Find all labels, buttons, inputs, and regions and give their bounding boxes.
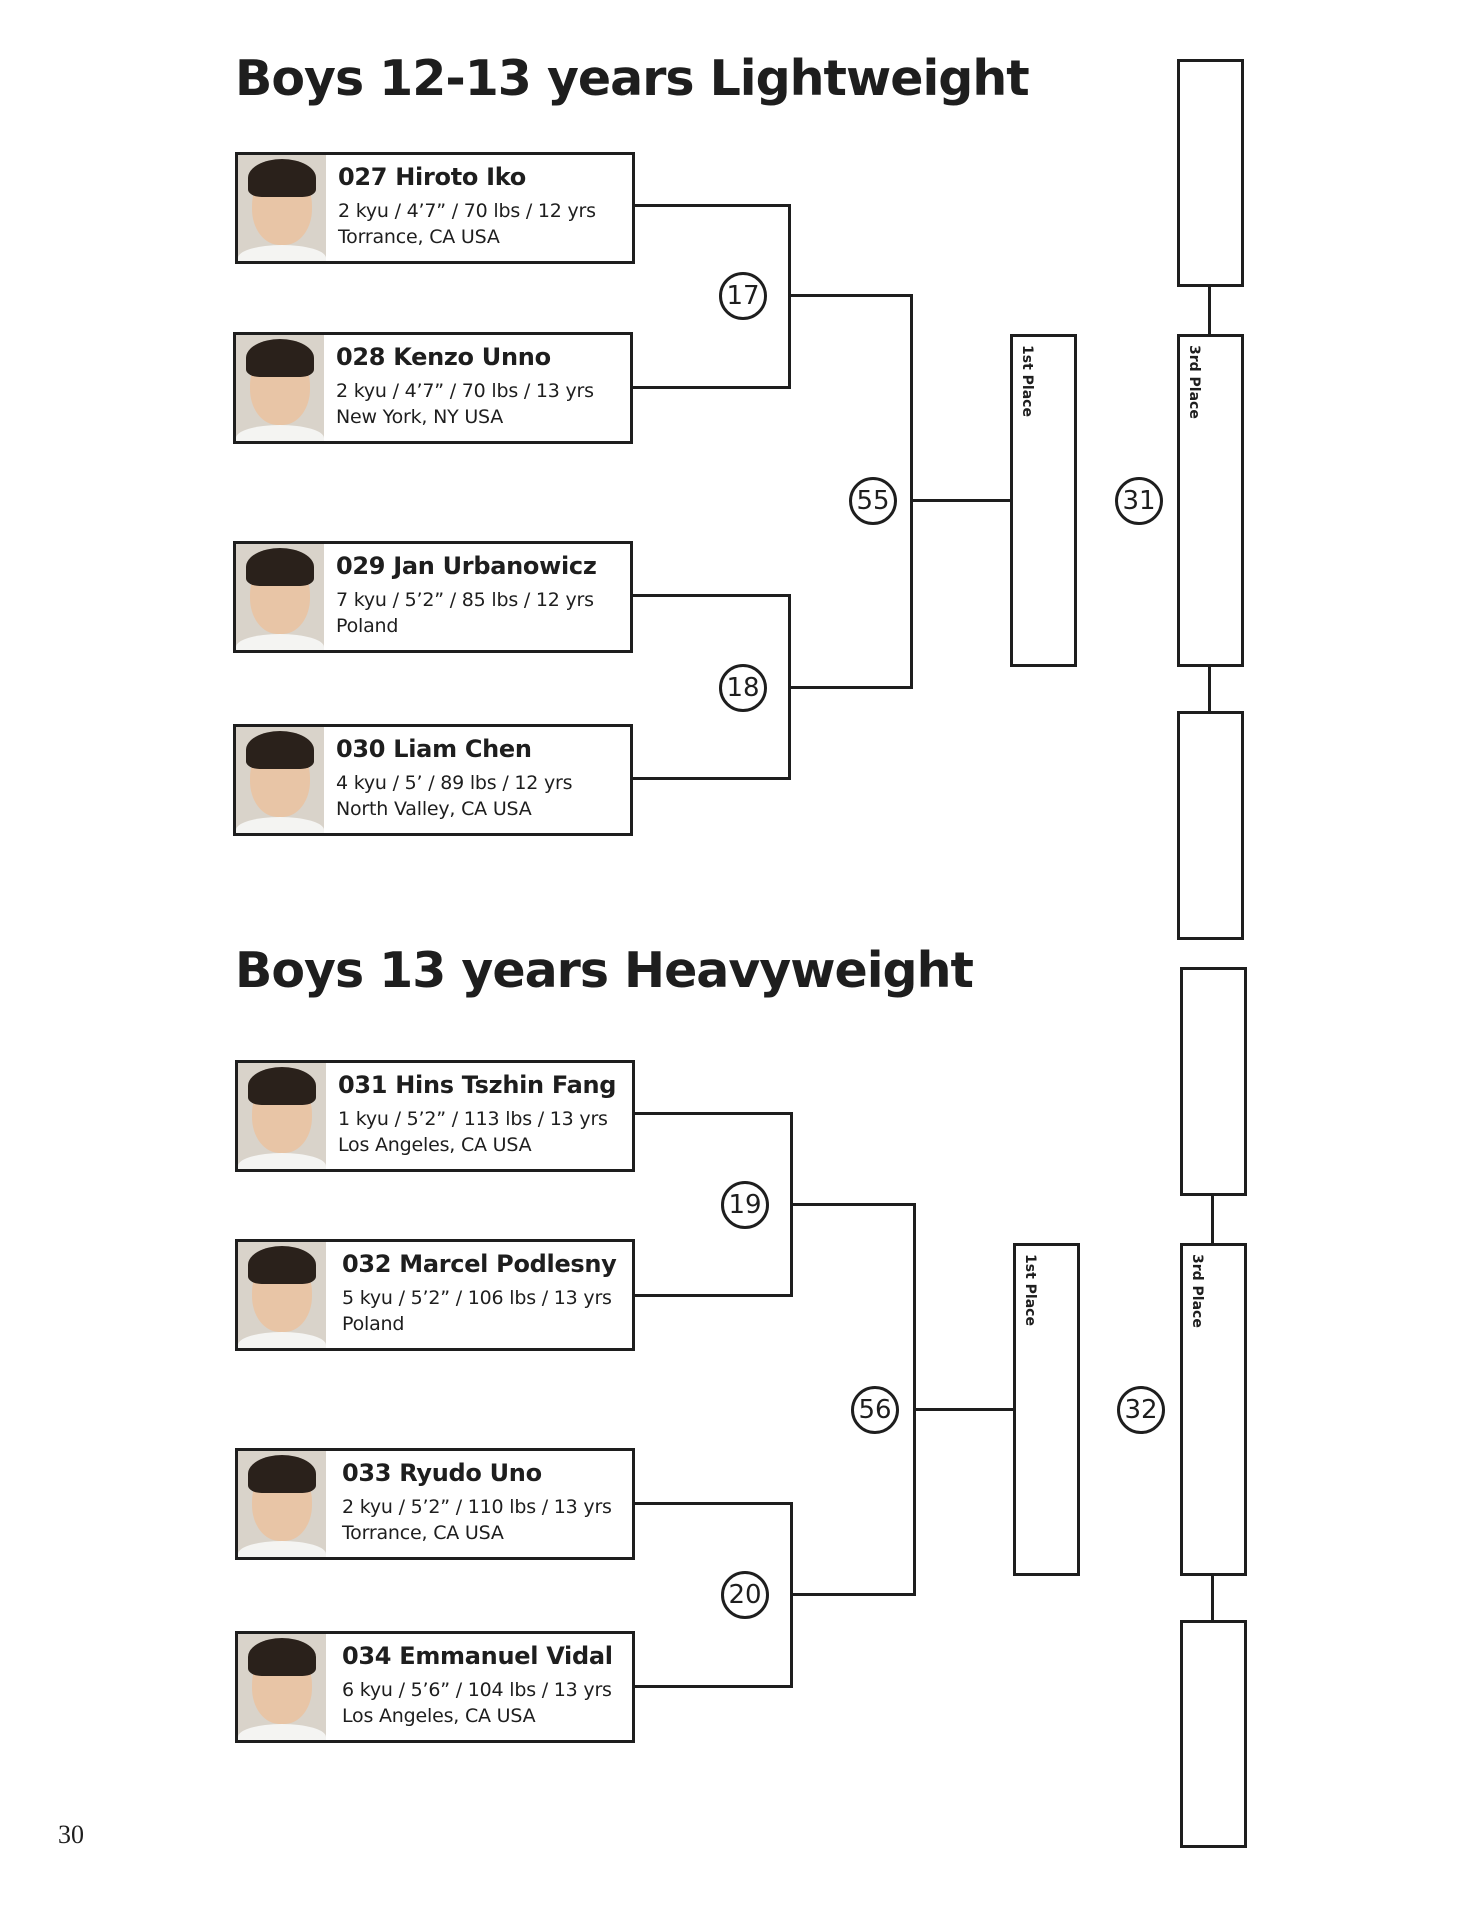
match-number: 20: [721, 1571, 769, 1619]
bracket-line: [630, 386, 791, 389]
competitor-location: Poland: [342, 1313, 405, 1335]
bracket-line: [1208, 284, 1211, 334]
competitor-stats: 2 kyu / 5’2” / 110 lbs / 13 yrs: [342, 1496, 612, 1518]
competitor-stats: 6 kyu / 5’6” / 104 lbs / 13 yrs: [342, 1679, 612, 1701]
competitor-card[interactable]: [233, 724, 633, 836]
competitor-photo: [238, 1634, 326, 1740]
bracket-title: Boys 12-13 years Lightweight: [235, 50, 1029, 107]
bracket-line: [632, 1685, 793, 1688]
bracket-line: [1208, 664, 1211, 711]
competitor-name: 030 Liam Chen: [336, 735, 532, 763]
competitor-card[interactable]: [235, 1239, 635, 1351]
page-number: 30: [58, 1820, 84, 1849]
match-number: 32: [1117, 1386, 1165, 1434]
competitor-name: 031 Hins Tszhin Fang: [338, 1071, 617, 1099]
bracket-line: [1211, 1193, 1214, 1243]
match-number: 17: [719, 272, 767, 320]
competitor-stats: 5 kyu / 5’2” / 106 lbs / 13 yrs: [342, 1287, 612, 1309]
competitor-photo: [238, 1242, 326, 1348]
bracket-line: [630, 777, 791, 780]
first-place-label: 1st Place: [1022, 1254, 1038, 1326]
competitor-card[interactable]: [235, 1060, 635, 1172]
match-number: 19: [721, 1181, 769, 1229]
competitor-card[interactable]: [233, 332, 633, 444]
competitor-photo: [236, 727, 324, 833]
bracket-line: [632, 1502, 793, 1505]
competitor-name: 029 Jan Urbanowicz: [336, 552, 597, 580]
third-place-top-box[interactable]: [1177, 59, 1244, 287]
bracket-line: [910, 294, 913, 689]
bracket-line: [913, 1203, 916, 1596]
bracket-line: [632, 1112, 793, 1115]
match-number: 55: [849, 477, 897, 525]
third-place-top-box[interactable]: [1180, 967, 1247, 1196]
competitor-name: 032 Marcel Podlesny: [342, 1250, 617, 1278]
competitor-stats: 2 kyu / 4’7” / 70 lbs / 13 yrs: [336, 380, 594, 402]
competitor-name: 027 Hiroto Iko: [338, 163, 526, 191]
competitor-location: Torrance, CA USA: [338, 226, 500, 248]
third-place-label: 3rd Place: [1189, 1254, 1205, 1328]
match-number: 31: [1115, 477, 1163, 525]
bracket-line: [913, 1408, 1013, 1411]
bracket-line: [630, 594, 791, 597]
first-place-box[interactable]: [1013, 1243, 1080, 1576]
bracket-line: [790, 1203, 916, 1206]
competitor-card[interactable]: [233, 541, 633, 653]
competitor-location: Poland: [336, 615, 399, 637]
first-place-label: 1st Place: [1019, 345, 1035, 417]
bracket-line: [632, 1294, 793, 1297]
competitor-location: New York, NY USA: [336, 406, 504, 428]
competitor-photo: [238, 1063, 326, 1169]
third-place-box[interactable]: [1177, 334, 1244, 667]
competitor-photo: [238, 155, 326, 261]
bracket-line: [790, 1593, 916, 1596]
competitor-location: Los Angeles, CA USA: [338, 1134, 532, 1156]
competitor-photo: [236, 335, 324, 441]
third-place-bottom-box[interactable]: [1180, 1620, 1247, 1848]
competitor-stats: 1 kyu / 5’2” / 113 lbs / 13 yrs: [338, 1108, 608, 1130]
competitor-stats: 4 kyu / 5’ / 89 lbs / 12 yrs: [336, 772, 573, 794]
third-place-label: 3rd Place: [1186, 345, 1202, 419]
first-place-box[interactable]: [1010, 334, 1077, 667]
bracket-line: [788, 294, 913, 297]
bracket-title: Boys 13 years Heavyweight: [235, 942, 973, 999]
competitor-location: North Valley, CA USA: [336, 798, 532, 820]
match-number: 56: [851, 1386, 899, 1434]
bracket-line: [1211, 1573, 1214, 1620]
competitor-name: 034 Emmanuel Vidal: [342, 1642, 613, 1670]
bracket-line: [788, 686, 913, 689]
competitor-photo: [238, 1451, 326, 1557]
third-place-bottom-box[interactable]: [1177, 711, 1244, 940]
competitor-stats: 7 kyu / 5’2” / 85 lbs / 12 yrs: [336, 589, 594, 611]
competitor-location: Torrance, CA USA: [342, 1522, 504, 1544]
competitor-card[interactable]: [235, 152, 635, 264]
bracket-line: [910, 499, 1010, 502]
competitor-stats: 2 kyu / 4’7” / 70 lbs / 12 yrs: [338, 200, 596, 222]
competitor-name: 033 Ryudo Uno: [342, 1459, 542, 1487]
competitor-card[interactable]: [235, 1631, 635, 1743]
third-place-box[interactable]: [1180, 1243, 1247, 1576]
competitor-name: 028 Kenzo Unno: [336, 343, 551, 371]
bracket-line: [632, 204, 791, 207]
competitor-card[interactable]: [235, 1448, 635, 1560]
match-number: 18: [719, 664, 767, 712]
competitor-photo: [236, 544, 324, 650]
competitor-location: Los Angeles, CA USA: [342, 1705, 536, 1727]
